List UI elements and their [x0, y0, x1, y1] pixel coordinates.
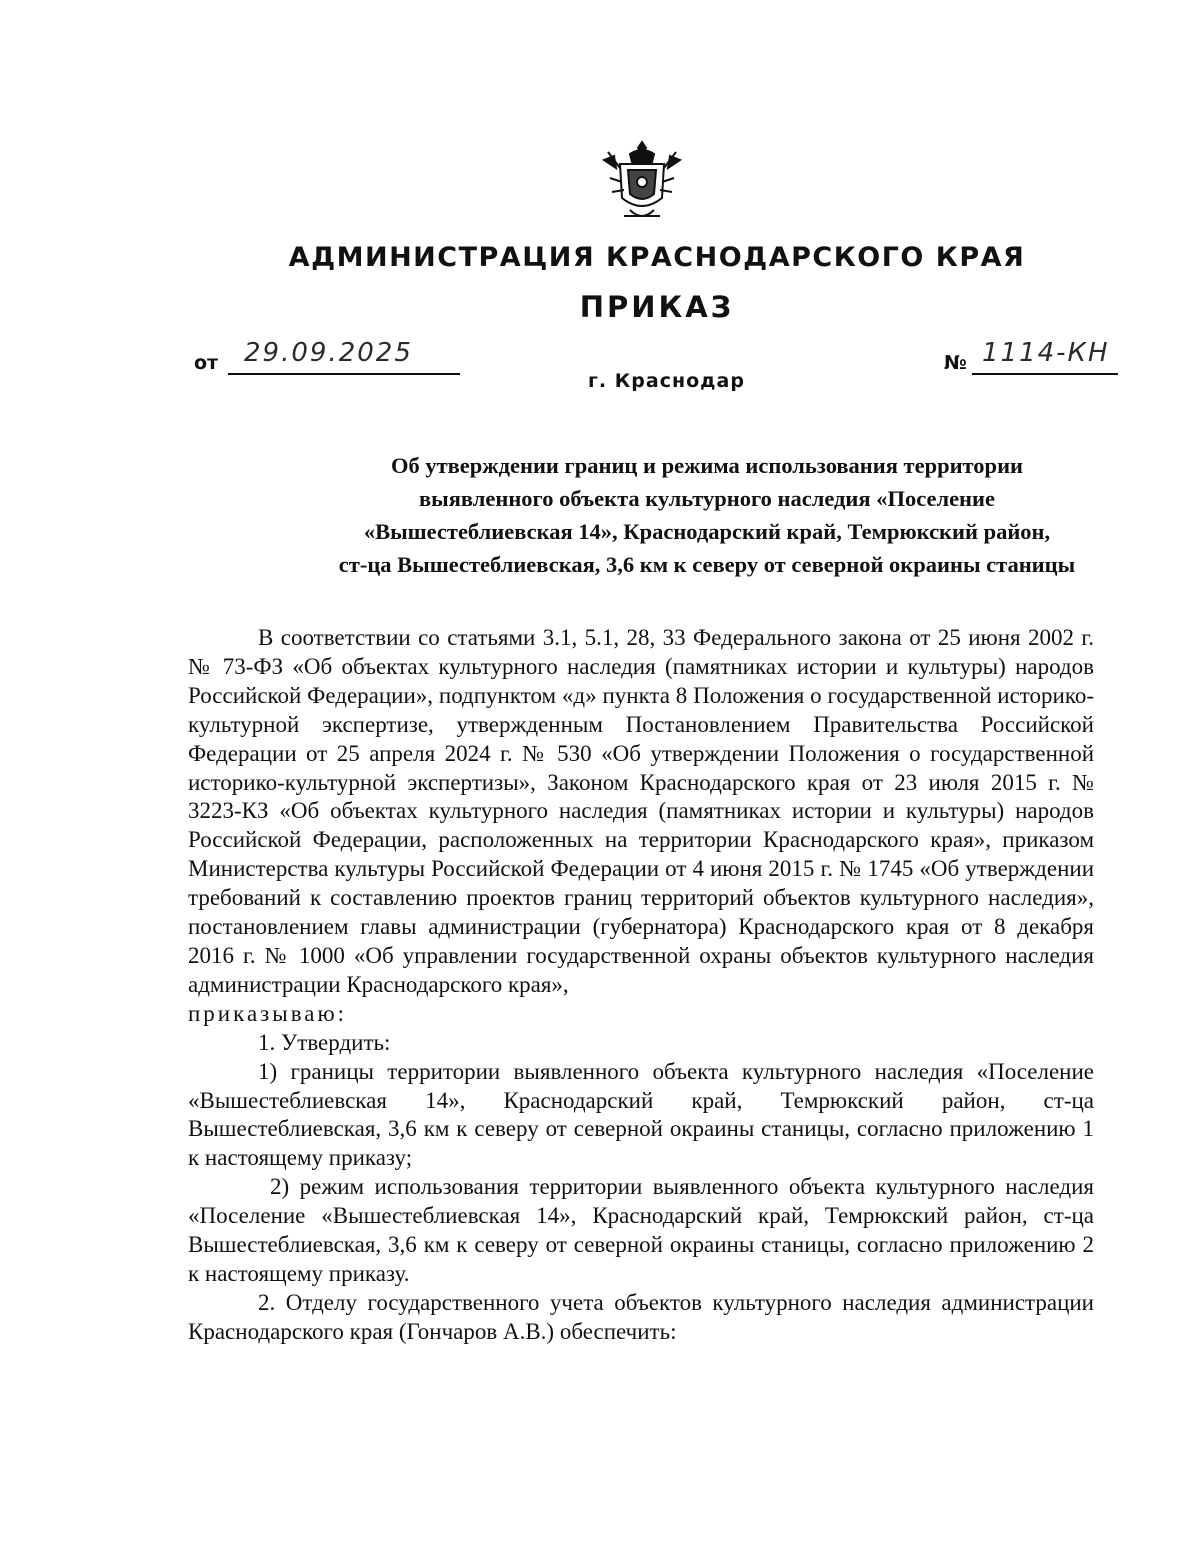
title-line: выявленного объекта культурного наследия «Поселение — [419, 486, 995, 511]
item-1: 1. Утвердить: — [258, 1029, 391, 1055]
document-type-heading: ПРИКАЗ — [579, 290, 735, 324]
handwritten-number: 1114-КН — [982, 338, 1110, 368]
order-word: приказываю: — [188, 1000, 348, 1026]
title-line: Об утверждении границ и режима использования территории — [390, 453, 1024, 478]
organization-heading: АДМИНИСТРАЦИЯ КРАСНОДАРСКОГО КРАЯ — [288, 242, 1026, 273]
title-line: ст-ца Вышестеблиевская, 3,6 км к северу от северной окраины станицы — [338, 552, 1076, 577]
date-prefix: от — [194, 352, 219, 374]
document-title — [160, 449, 1200, 581]
krasnodar-coat-of-arms-icon — [600, 138, 684, 226]
item-1-1: 1) границы территории выявленного объекта культурного наследия «Поселение «Вышестеблиевская 14», Краснодарский край, Темрюкский район, ст-ца Вышестеблиевская, 3,6 км к северу от северной окраины станицы, согласно приложению 1 к настоящему приказу; — [188, 1058, 1094, 1171]
city-label: г. Краснодар — [588, 370, 745, 392]
preamble-paragraph: В соответствии со статьями 3.1, 5.1, 28, 33 Федерального закона от 25 июня 2002 г. № 73-ФЗ «Об объектах культурного наследия (памятниках истории и культуры) народов Российской Федерации», подпунктом «д» пункта 8 Положения о государственной историко-культурной экспертизе, утвержденным Постановлением Правительства Российской Федерации от 25 апреля 2024 г. № 530 «Об утверждении Положения о государственной историко-культурной экспертизы», Законом Краснодарского края от 23 июля 2015 г. № 3223-КЗ «Об объектах культурного наследия (памятниках истории и культуры) народов Российской Федерации, расположенных на территории Краснодарского края», приказом Министерства культуры Российской Федерации от 4 июня 2015 г. № 1745 «Об утверждении требований к составлению проектов границ территорий объектов культурного наследия», постановлением главы администрации (губернатора) Краснодарского края от 8 декабря 2016 г. № 1000 «Об управлении государственной охраны объектов культурного наследия администрации Краснодарского края», — [188, 625, 1094, 997]
document-body — [188, 624, 1094, 1347]
date-underline — [228, 373, 460, 375]
item-1-2: 2) режим использования территории выявленного объекта культурного наследия «Поселение «Вышестеблиевская 14», Краснодарский край, Темрюкский район, ст-ца Вышестеблиевская, 3,6 км к северу от северной окраины станицы, согласно приложению 2 к настоящему приказу. — [188, 1174, 1094, 1286]
title-line: «Вышестеблиевская 14», Краснодарский край, Темрюкский район, — [363, 519, 1051, 544]
number-underline — [972, 373, 1118, 375]
handwritten-date: 29.09.2025 — [244, 338, 413, 368]
item-2: 2. Отделу государственного учета объектов культурного наследия администрации Краснодарского края (Гончаров А.В.) обеспечить: — [188, 1289, 1094, 1344]
number-prefix: № — [944, 352, 967, 374]
